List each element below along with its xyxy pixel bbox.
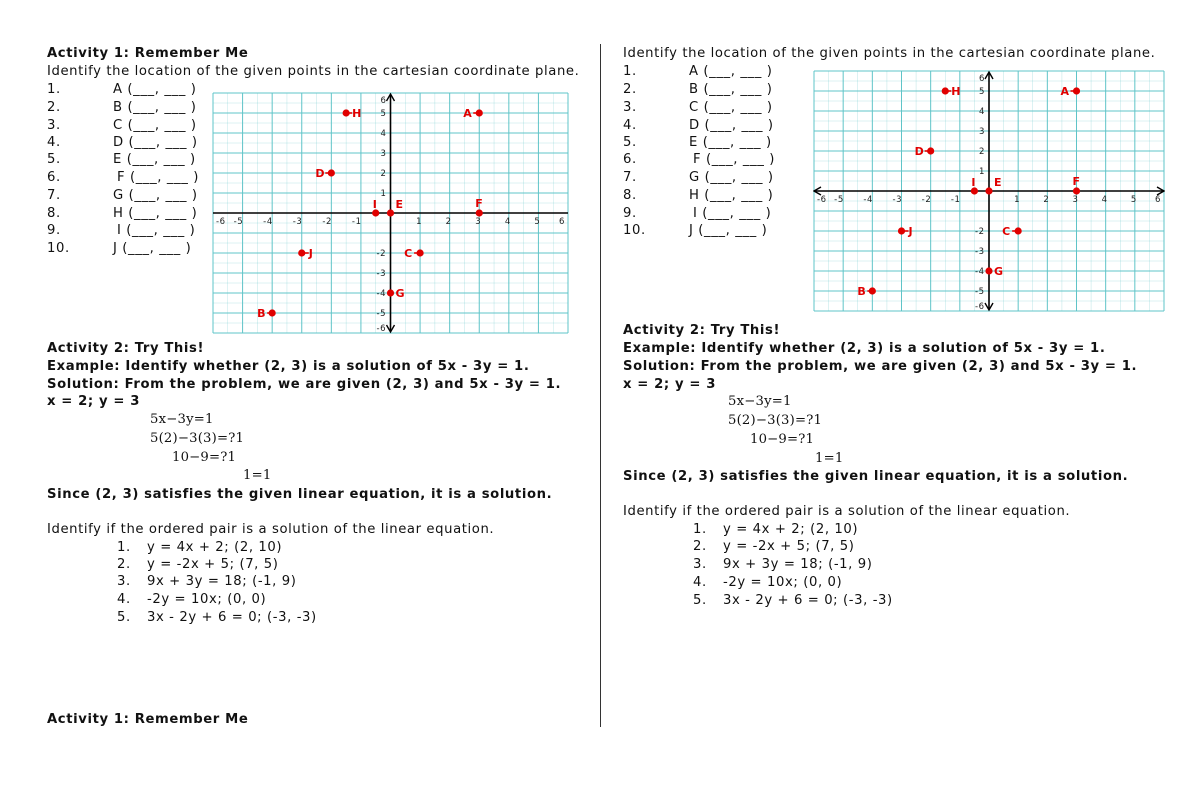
y-tick-label: -4 <box>376 289 387 299</box>
conclusion: Since (2, 3) satisfies the given linear equation, it is a solution. <box>623 469 1129 484</box>
list-item: 1. y = 4x + 2; (2, 10) <box>693 522 859 537</box>
step-4: 1=1 <box>815 451 844 466</box>
list-item: 1. A (___, ___ ) <box>623 64 773 79</box>
step-2: 5(2)−3(3)=?1 <box>728 413 823 428</box>
right-column <box>600 0 1200 785</box>
list-item: 7. G (___, ___ ) <box>623 170 774 185</box>
list-item: 3. 9x + 3y = 18; (-1, 9) <box>693 557 873 572</box>
point-f <box>1073 187 1080 194</box>
point-label-e: E <box>395 198 404 211</box>
list-item: 2. y = -2x + 5; (7, 5) <box>693 539 855 554</box>
y-tick-label: 4 <box>380 129 387 139</box>
x-tick-label: -5 <box>233 217 244 227</box>
x-tick-label: -1 <box>950 195 961 205</box>
x-tick-label: 5 <box>1130 195 1137 205</box>
instruction: Identify the location of the given points in the cartesian coordinate plane. <box>623 46 1156 61</box>
solution-text: Solution: From the problem, we are given (2, 3) and 5x - 3y = 1. <box>623 359 1138 374</box>
list-item: 8. H (___, ___ ) <box>47 206 198 221</box>
list-item: 2. y = -2x + 5; (7, 5) <box>117 557 279 572</box>
x-tick-label: 4 <box>504 217 511 227</box>
x-tick-label: 2 <box>445 217 452 227</box>
x-tick-label: -1 <box>351 217 362 227</box>
y-tick-label: 2 <box>979 147 986 157</box>
list-item: 5. E (___, ___ ) <box>47 152 196 167</box>
point-label-c: C <box>1002 225 1011 238</box>
activity2-title: Activity 2: Try This! <box>47 341 205 356</box>
y-tick-label: 5 <box>979 87 986 97</box>
list-item: 5. 3x - 2y + 6 = 0; (-3, -3) <box>693 593 893 608</box>
y-tick-label: -5 <box>975 287 985 297</box>
y-tick-label: 3 <box>979 127 986 137</box>
x-tick-label: -3 <box>292 217 303 227</box>
y-tick-label: 5 <box>380 109 387 119</box>
cartesian-plane <box>212 92 569 334</box>
list-item: 6. F (___, ___ ) <box>623 152 776 167</box>
list-item: 3. C (___, ___ ) <box>623 100 773 115</box>
list-item: 4. -2y = 10x; (0, 0) <box>117 592 267 607</box>
list-item: 1. A (___, ___ ) <box>47 82 197 97</box>
step-4: 1=1 <box>243 468 272 483</box>
point-label-h: H <box>951 85 962 98</box>
list-item: 4. D (___, ___ ) <box>623 118 774 133</box>
list-item: 8. H (___, ___ ) <box>623 188 774 203</box>
point-label-a: A <box>1060 85 1070 98</box>
point-label-i: I <box>971 176 977 189</box>
point-f <box>476 209 483 216</box>
y-tick-label: -6 <box>376 324 387 334</box>
activity1-title: Activity 1: Remember Me <box>47 46 249 61</box>
y-tick-label: -2 <box>376 249 387 259</box>
x-tick-label: 1 <box>416 217 423 227</box>
point-g <box>387 289 394 296</box>
list-item: 3. C (___, ___ ) <box>47 118 197 133</box>
point-label-e: E <box>994 176 1003 189</box>
list-item: 2. B (___, ___ ) <box>47 100 197 115</box>
point-label-f: F <box>1072 175 1081 188</box>
point-label-j: J <box>308 247 314 260</box>
list-item: 5. E (___, ___ ) <box>623 135 772 150</box>
x-tick-label: -6 <box>817 195 827 205</box>
activity2-title: Activity 2: Try This! <box>623 323 781 338</box>
example-text: Example: Identify whether (2, 3) is a solution of 5x - 3y = 1. <box>47 359 530 374</box>
point-e <box>985 187 992 194</box>
y-tick-label: 2 <box>380 169 387 179</box>
list-item: 7. G (___, ___ ) <box>47 188 198 203</box>
task-instruction: Identify if the ordered pair is a solution of the linear equation. <box>623 504 1071 519</box>
x-tick-label: -5 <box>834 195 844 205</box>
x-tick-label: 6 <box>1155 195 1162 205</box>
list-item: 9. I (___, ___ ) <box>47 223 196 238</box>
x-tick-label: -4 <box>863 195 874 205</box>
y-tick-label: -4 <box>975 267 985 277</box>
point-label-a: A <box>463 107 473 120</box>
list-item: 10. J (___, ___ ) <box>623 223 768 238</box>
task-instruction: Identify if the ordered pair is a solution of the linear equation. <box>47 522 495 537</box>
step-2: 5(2)−3(3)=?1 <box>150 431 245 446</box>
point-label-h: H <box>352 107 362 120</box>
x-tick-label: 5 <box>534 217 541 227</box>
y-tick-label: 6 <box>380 96 387 106</box>
x-tick-label: 3 <box>475 217 482 227</box>
given-values: x = 2; y = 3 <box>623 377 716 392</box>
x-tick-label: -3 <box>892 195 903 205</box>
point-label-i: I <box>372 198 378 211</box>
y-tick-label: 4 <box>979 107 986 117</box>
y-tick-label: -3 <box>376 269 387 279</box>
x-tick-label: 4 <box>1101 195 1108 205</box>
point-label-g: G <box>994 265 1004 278</box>
y-tick-label: -2 <box>975 227 985 237</box>
point-label-j: J <box>908 225 914 238</box>
point-g <box>985 267 992 274</box>
list-item: 10. J (___, ___ ) <box>47 241 192 256</box>
list-item: 1. y = 4x + 2; (2, 10) <box>117 540 283 555</box>
x-tick-label: -4 <box>263 217 273 227</box>
instruction: Identify the location of the given points in the cartesian coordinate plane. <box>47 64 580 79</box>
step-1: 5x−3y=1 <box>728 394 792 409</box>
solution-text: Solution: From the problem, we are given (2, 3) and 5x - 3y = 1. <box>47 377 562 392</box>
point-label-d: D <box>914 145 925 158</box>
footer-title: Activity 1: Remember Me <box>47 712 249 727</box>
point-label-b: B <box>857 285 867 298</box>
point-label-g: G <box>395 287 406 300</box>
x-tick-label: -2 <box>322 217 333 227</box>
x-tick-label: 3 <box>1072 195 1079 205</box>
list-item: 4. D (___, ___ ) <box>47 135 198 150</box>
step-3: 10−9=?1 <box>172 450 237 465</box>
point-label-d: D <box>315 167 326 180</box>
list-item: 5. 3x - 2y + 6 = 0; (-3, -3) <box>117 610 317 625</box>
cartesian-plane <box>813 70 1165 312</box>
list-item: 6. F (___, ___ ) <box>47 170 200 185</box>
y-tick-label: 1 <box>979 167 986 177</box>
list-item: 4. -2y = 10x; (0, 0) <box>693 575 843 590</box>
y-tick-label: 1 <box>380 189 387 199</box>
step-1: 5x−3y=1 <box>150 412 214 427</box>
example-text: Example: Identify whether (2, 3) is a solution of 5x - 3y = 1. <box>623 341 1106 356</box>
x-tick-label: 1 <box>1014 195 1021 205</box>
point-label-c: C <box>404 247 413 260</box>
conclusion: Since (2, 3) satisfies the given linear equation, it is a solution. <box>47 487 553 502</box>
given-values: x = 2; y = 3 <box>47 394 140 409</box>
x-tick-label: 2 <box>1043 195 1050 205</box>
x-tick-label: 6 <box>559 217 566 227</box>
y-tick-label: 3 <box>380 149 387 159</box>
point-label-f: F <box>475 197 484 210</box>
y-tick-label: -5 <box>376 309 387 319</box>
step-3: 10−9=?1 <box>750 432 815 447</box>
y-tick-label: -3 <box>975 247 985 257</box>
point-label-b: B <box>257 307 267 320</box>
list-item: 9. I (___, ___ ) <box>623 206 772 221</box>
y-tick-label: 6 <box>979 74 986 84</box>
list-item: 2. B (___, ___ ) <box>623 82 773 97</box>
list-item: 3. 9x + 3y = 18; (-1, 9) <box>117 574 297 589</box>
x-tick-label: -6 <box>216 217 226 227</box>
y-tick-label: -6 <box>975 302 985 312</box>
x-tick-label: -2 <box>921 195 932 205</box>
point-e <box>387 209 394 216</box>
